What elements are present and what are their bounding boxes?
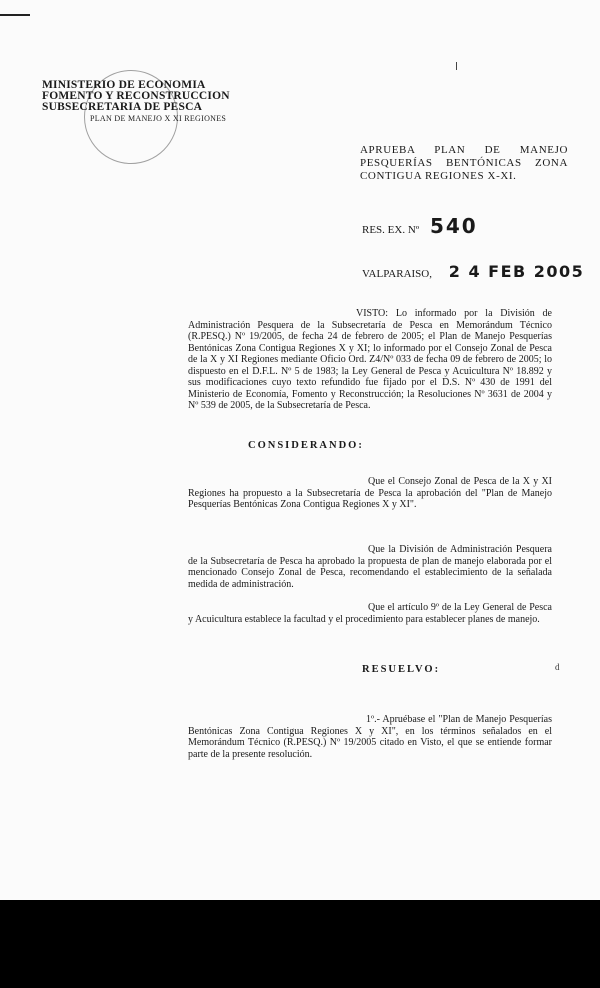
considerando-item-1: Que el Consejo Zonal de Pesca de la X y XI Regiones ha propuesto a la Subsecretaría de Pesca la aprobación del "Plan de Manejo Pesquerías Bentónicas Zona Contigua Regiones X y XI". [188,476,552,510]
resuelvo-item-1: 1º.- Apruébase el "Plan de Manejo Pesquerías Bentónicas Zona Contigua Regiones X y XI", en los términos señalados en el Memorándum Técnico (R.PESQ.) Nº 19/2005 citado en Visto, el que se entiende formar parte de la presente resolución. [188,714,552,760]
ministry-header [42,80,230,124]
dateline [362,262,584,281]
page-tick-mark [456,62,457,70]
considerando-heading: CONSIDERANDO: [248,440,364,451]
dateline-place: VALPARAISO, [362,268,432,280]
margin-mark: d [555,662,560,672]
resolution-number-value: 540 [429,214,478,238]
considerando-item-2: Que la División de Administración Pesquera de la Subsecretaría de Pesca ha aprobado la propuesta de plan de manejo elaborada por el mencionado Consejo Zonal de Pesca, recomendando el establecimiento de la señalada medida de administración. [188,544,552,590]
scan-bottom-border [0,900,600,988]
resuelvo-heading: RESUELVO: [362,664,441,675]
dateline-date: 2 4 FEB 2005 [448,262,585,281]
resolution-subject: APRUEBA PLAN DE MANEJO PESQUERÍAS BENTÓNICAS ZONA CONTIGUA REGIONES X-XI. [360,144,568,182]
resolution-label: RES. EX. Nº [362,224,420,236]
ministry-line-3: SUBSECRETARIA DE PESCA [42,101,203,113]
resolution-number [362,214,478,238]
ministry-line-1: MINISTERIO DE ECONOMIA [42,79,206,91]
ministry-line-2: FOMENTO Y RECONSTRUCCION [42,90,230,102]
considerando-item-3: Que el artículo 9º de la Ley General de Pesca y Acuicultura establece la facultad y el procedimiento para establecer planes de manejo. [188,602,552,625]
corner-mark [0,14,30,16]
ministry-line-4: PLAN DE MANEJO X XI REGIONES [90,114,227,123]
visto-paragraph: VISTO: Lo informado por la División de Administración Pesquera de la Subsecretaría de Pesca en Memorándum Técnico (R.PESQ.) Nº 19/2005, de fecha 24 de febrero de 2005; el Plan de Manejo Pesquerías Bentónicas Zona Contigua Regiones X y XI; lo informado por el Consejo Zonal de Pesca de la X y XI Regiones mediante Oficio Ord. Z4/Nº 033 de fecha 09 de febrero de 2005; lo dispuesto en el D.F.L. Nº 5 de 1983; la Ley General de Pesca y Acuicultura Nº 18.892 y sus modificaciones cuyo texto refundido fue fijado por el D.S. Nº 430 de 1991 del Ministerio de Economía, Fomento y Reconstrucción; la Resoluciones Nº 3631 de 2004 y Nº 539 de 2005, de la Subsecretaría de Pesca. [188,308,552,411]
